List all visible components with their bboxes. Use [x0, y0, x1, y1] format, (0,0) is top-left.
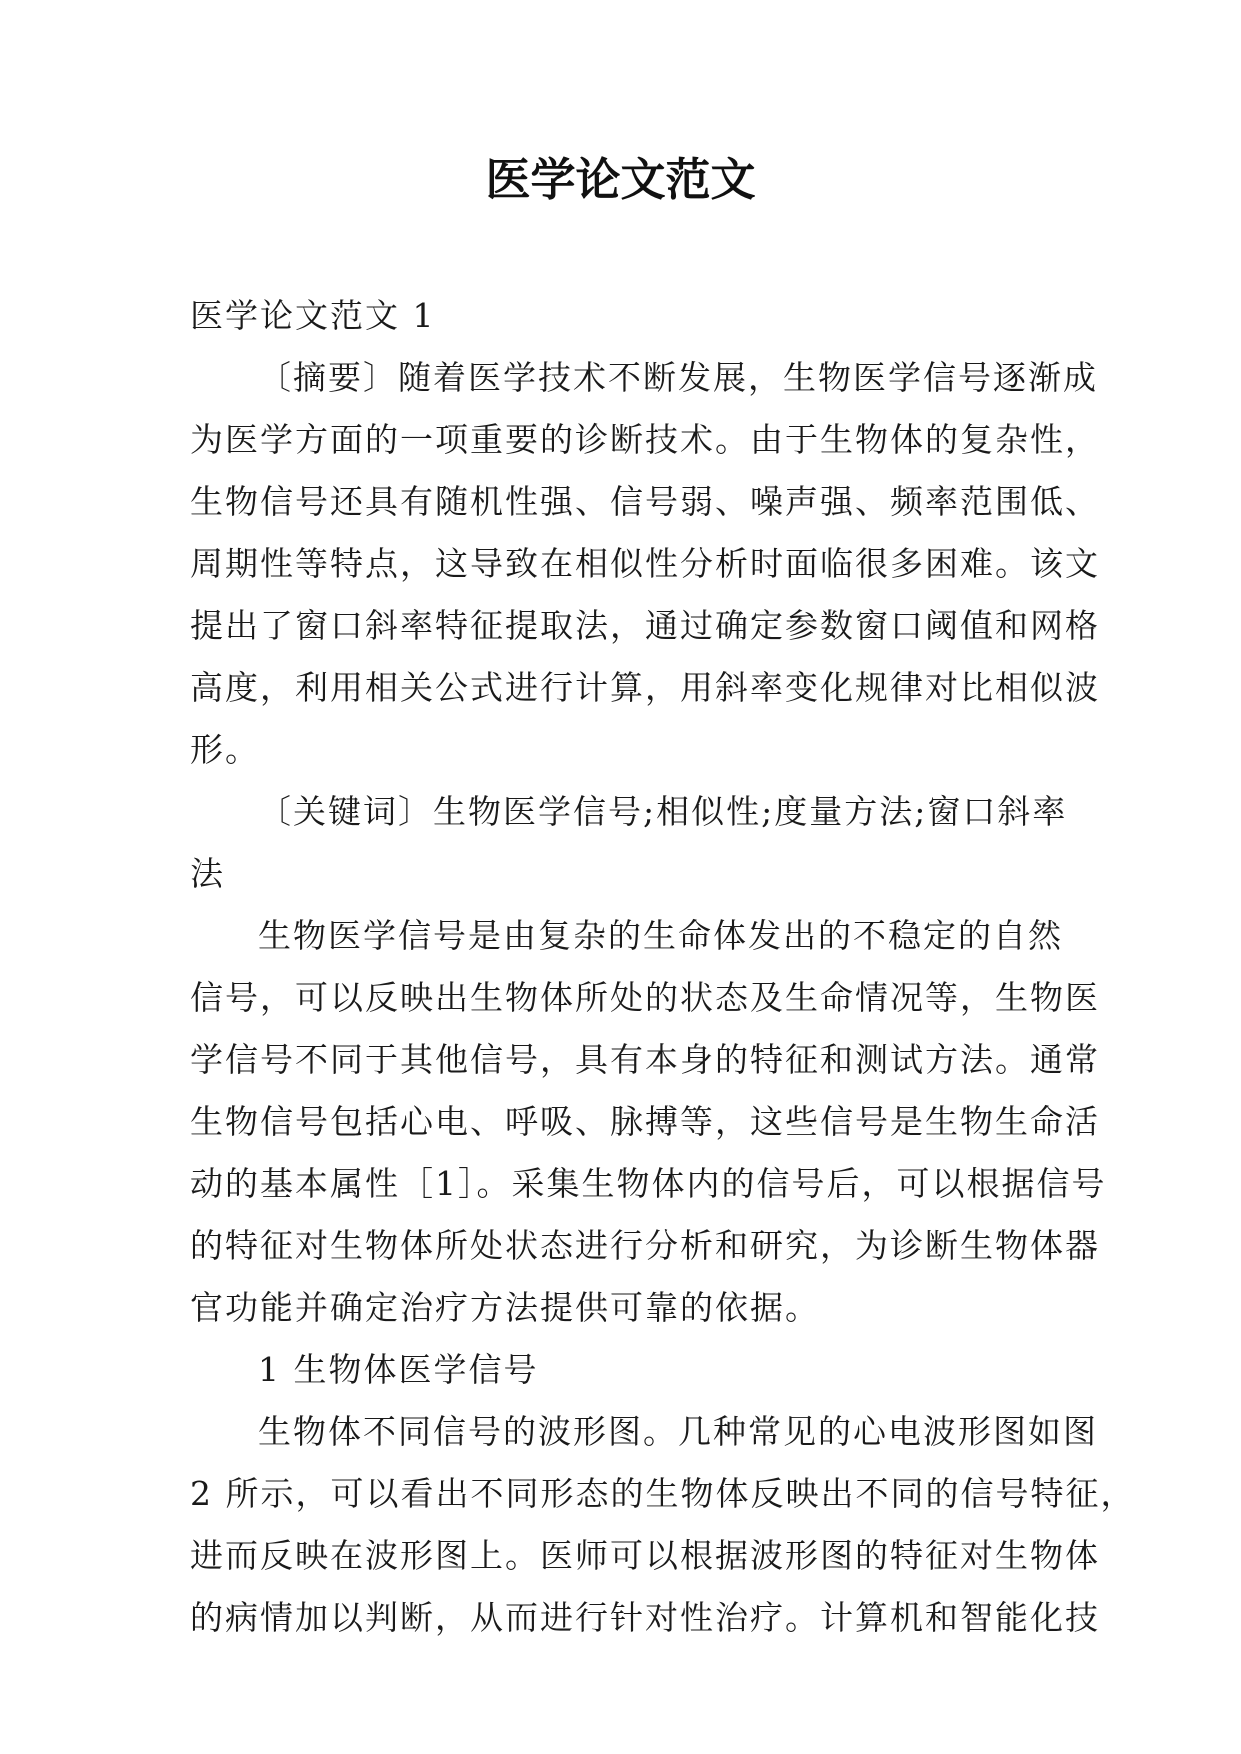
- body-paragraph-line: 动的基本属性［1］。采集生物体内的信号后，可以根据信号: [190, 1164, 1107, 1203]
- body-paragraph-line: 生物信号包括心电、呼吸、脉搏等，这些信号是生物生命活: [190, 1102, 1100, 1141]
- document-body: [190, 285, 1136, 1649]
- body-paragraph-line: 的病情加以判断，从而进行针对性治疗。计算机和智能化技: [190, 1598, 1100, 1637]
- subsection-heading: 1 生物体医学信号: [258, 1350, 539, 1389]
- abstract-paragraph-line: 形。: [190, 730, 260, 769]
- abstract-paragraph-line: 〔摘要〕随着医学技术不断发展，生物医学信号逐渐成: [258, 358, 1098, 397]
- keywords-line: 法: [190, 854, 225, 893]
- body-paragraph-line: 的特征对生物体所处状态进行分析和研究，为诊断生物体器: [190, 1226, 1100, 1265]
- abstract-paragraph-line: 为医学方面的一项重要的诊断技术。由于生物体的复杂性，: [190, 420, 1100, 459]
- body-paragraph-line: 生物体不同信号的波形图。几种常见的心电波形图如图: [258, 1412, 1098, 1451]
- abstract-paragraph-line: 生物信号还具有随机性强、信号弱、噪声强、频率范围低、: [190, 482, 1100, 521]
- abstract-paragraph-line: 周期性等特点，这导致在相似性分析时面临很多困难。该文: [190, 544, 1100, 583]
- body-paragraph-line: 学信号不同于其他信号，具有本身的特征和测试方法。通常: [190, 1040, 1100, 1079]
- body-paragraph-line: 官功能并确定治疗方法提供可靠的依据。: [190, 1288, 820, 1327]
- body-paragraph-line: 信号，可以反映出生物体所处的状态及生命情况等，生物医: [190, 978, 1100, 1017]
- abstract-paragraph-line: 高度，利用相关公式进行计算，用斜率变化规律对比相似波: [190, 668, 1100, 707]
- body-paragraph-line: 进而反映在波形图上。医师可以根据波形图的特征对生物体: [190, 1536, 1100, 1575]
- document-title: 医学论文范文: [485, 153, 756, 206]
- section-heading: 医学论文范文 1: [190, 296, 436, 335]
- body-paragraph-line: 生物医学信号是由复杂的生命体发出的不稳定的自然: [258, 916, 1063, 955]
- abstract-paragraph-line: 提出了窗口斜率特征提取法，通过确定参数窗口阈值和网格: [190, 606, 1100, 645]
- body-paragraph-line: 2 所示，可以看出不同形态的生物体反映出不同的信号特征，: [190, 1474, 1136, 1513]
- keywords-line: 〔关键词〕生物医学信号;相似性;度量方法;窗口斜率: [258, 792, 1068, 831]
